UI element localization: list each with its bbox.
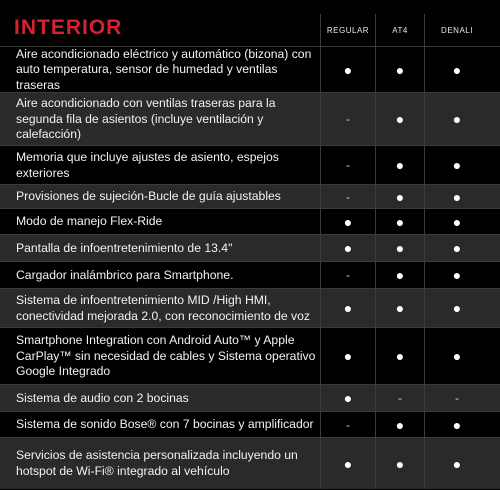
not-available-mark: -: [455, 391, 459, 405]
not-available-mark: -: [346, 189, 350, 204]
feature-label: Smartphone Integration con Android Auto™ y Apple CarPlay™ sin necesidad de cables y Sistema operativo Google Integrado: [16, 333, 316, 379]
standard-feature-bullet: ●: [395, 188, 405, 205]
table-row: [0, 145, 500, 184]
standard-feature-bullet: ●: [343, 390, 353, 406]
standard-feature-bullet: ●: [452, 267, 462, 283]
standard-feature-bullet: ●: [395, 111, 405, 127]
standard-feature-bullet: ●: [343, 455, 353, 472]
standard-feature-bullet: ●: [343, 213, 353, 230]
standard-feature-bullet: ●: [452, 213, 462, 230]
feature-label: Modo de manejo Flex-Ride: [16, 214, 163, 229]
standard-feature-bullet: ●: [395, 300, 405, 316]
standard-feature-bullet: ●: [452, 61, 462, 78]
feature-label: Aire acondicionado eléctrico y automático (bizona) con auto temperatura, sensor de humedad y ventilas traseras: [16, 46, 312, 92]
table-row: [0, 184, 500, 208]
table-header: [0, 0, 500, 46]
standard-feature-bullet: ●: [452, 157, 462, 173]
table-row: [0, 437, 500, 489]
standard-feature-bullet: ●: [343, 61, 353, 78]
standard-feature-bullet: ●: [395, 455, 405, 472]
table-row: [0, 234, 500, 261]
standard-feature-bullet: ●: [395, 157, 405, 173]
column-divider: [424, 14, 425, 489]
table-row: [0, 261, 500, 288]
not-available-mark: -: [346, 158, 350, 172]
feature-label: Cargador inalámbrico para Smartphone.: [16, 267, 234, 282]
not-available-mark: -: [346, 112, 350, 126]
feature-label: Aire acondicionado con ventilas traseras para la segunda fila de asientos (incluye ventilación y calefacción): [16, 96, 276, 142]
table-row: [0, 411, 500, 437]
standard-feature-bullet: ●: [452, 188, 462, 205]
standard-feature-bullet: ●: [452, 300, 462, 316]
column-header-regular: REGULAR: [326, 26, 370, 35]
not-available-mark: -: [398, 391, 402, 405]
table-row: [0, 92, 500, 145]
feature-label: Sistema de audio con 2 bocinas: [16, 390, 189, 405]
table-row: [0, 327, 500, 384]
table-row: [0, 46, 500, 92]
feature-label: Memoria que incluye ajustes de asiento, espejos exteriores: [16, 149, 279, 180]
standard-feature-bullet: ●: [452, 240, 462, 256]
standard-feature-bullet: ●: [395, 213, 405, 230]
column-divider: [375, 14, 376, 489]
feature-label: Servicios de asistencia personalizada incluyendo un hotspot de Wi-Fi® integrado al vehículo: [16, 448, 298, 478]
standard-feature-bullet: ●: [452, 111, 462, 127]
not-available-mark: -: [346, 268, 350, 282]
standard-feature-bullet: ●: [343, 240, 353, 256]
standard-feature-bullet: ●: [395, 348, 405, 364]
column-divider: [320, 14, 321, 489]
table-row: [0, 384, 500, 411]
standard-feature-bullet: ●: [343, 300, 353, 316]
feature-label: Pantalla de infoentretenimiento de 13.4": [16, 240, 233, 255]
standard-feature-bullet: ●: [395, 416, 405, 433]
column-header-at4: AT4: [392, 26, 408, 35]
standard-feature-bullet: ●: [452, 416, 462, 433]
feature-label: Sistema de infoentretenimiento MID /High HMI, conectividad mejorada 2.0, con reconocimiento de voz: [16, 292, 311, 323]
standard-feature-bullet: ●: [452, 348, 462, 364]
feature-label: Sistema de sonido Bose® con 7 bocinas y amplificador: [16, 417, 314, 432]
feature-label: Provisiones de sujeción-Bucle de guía ajustables: [16, 189, 281, 204]
table-row: [0, 288, 500, 327]
standard-feature-bullet: ●: [395, 267, 405, 283]
section-title: INTERIOR: [14, 16, 123, 39]
table-row: [0, 208, 500, 234]
standard-feature-bullet: ●: [395, 61, 405, 78]
column-header-denali: DENALI: [441, 26, 473, 35]
standard-feature-bullet: ●: [395, 240, 405, 256]
standard-feature-bullet: ●: [343, 348, 353, 364]
standard-feature-bullet: ●: [452, 455, 462, 472]
not-available-mark: -: [346, 417, 350, 432]
